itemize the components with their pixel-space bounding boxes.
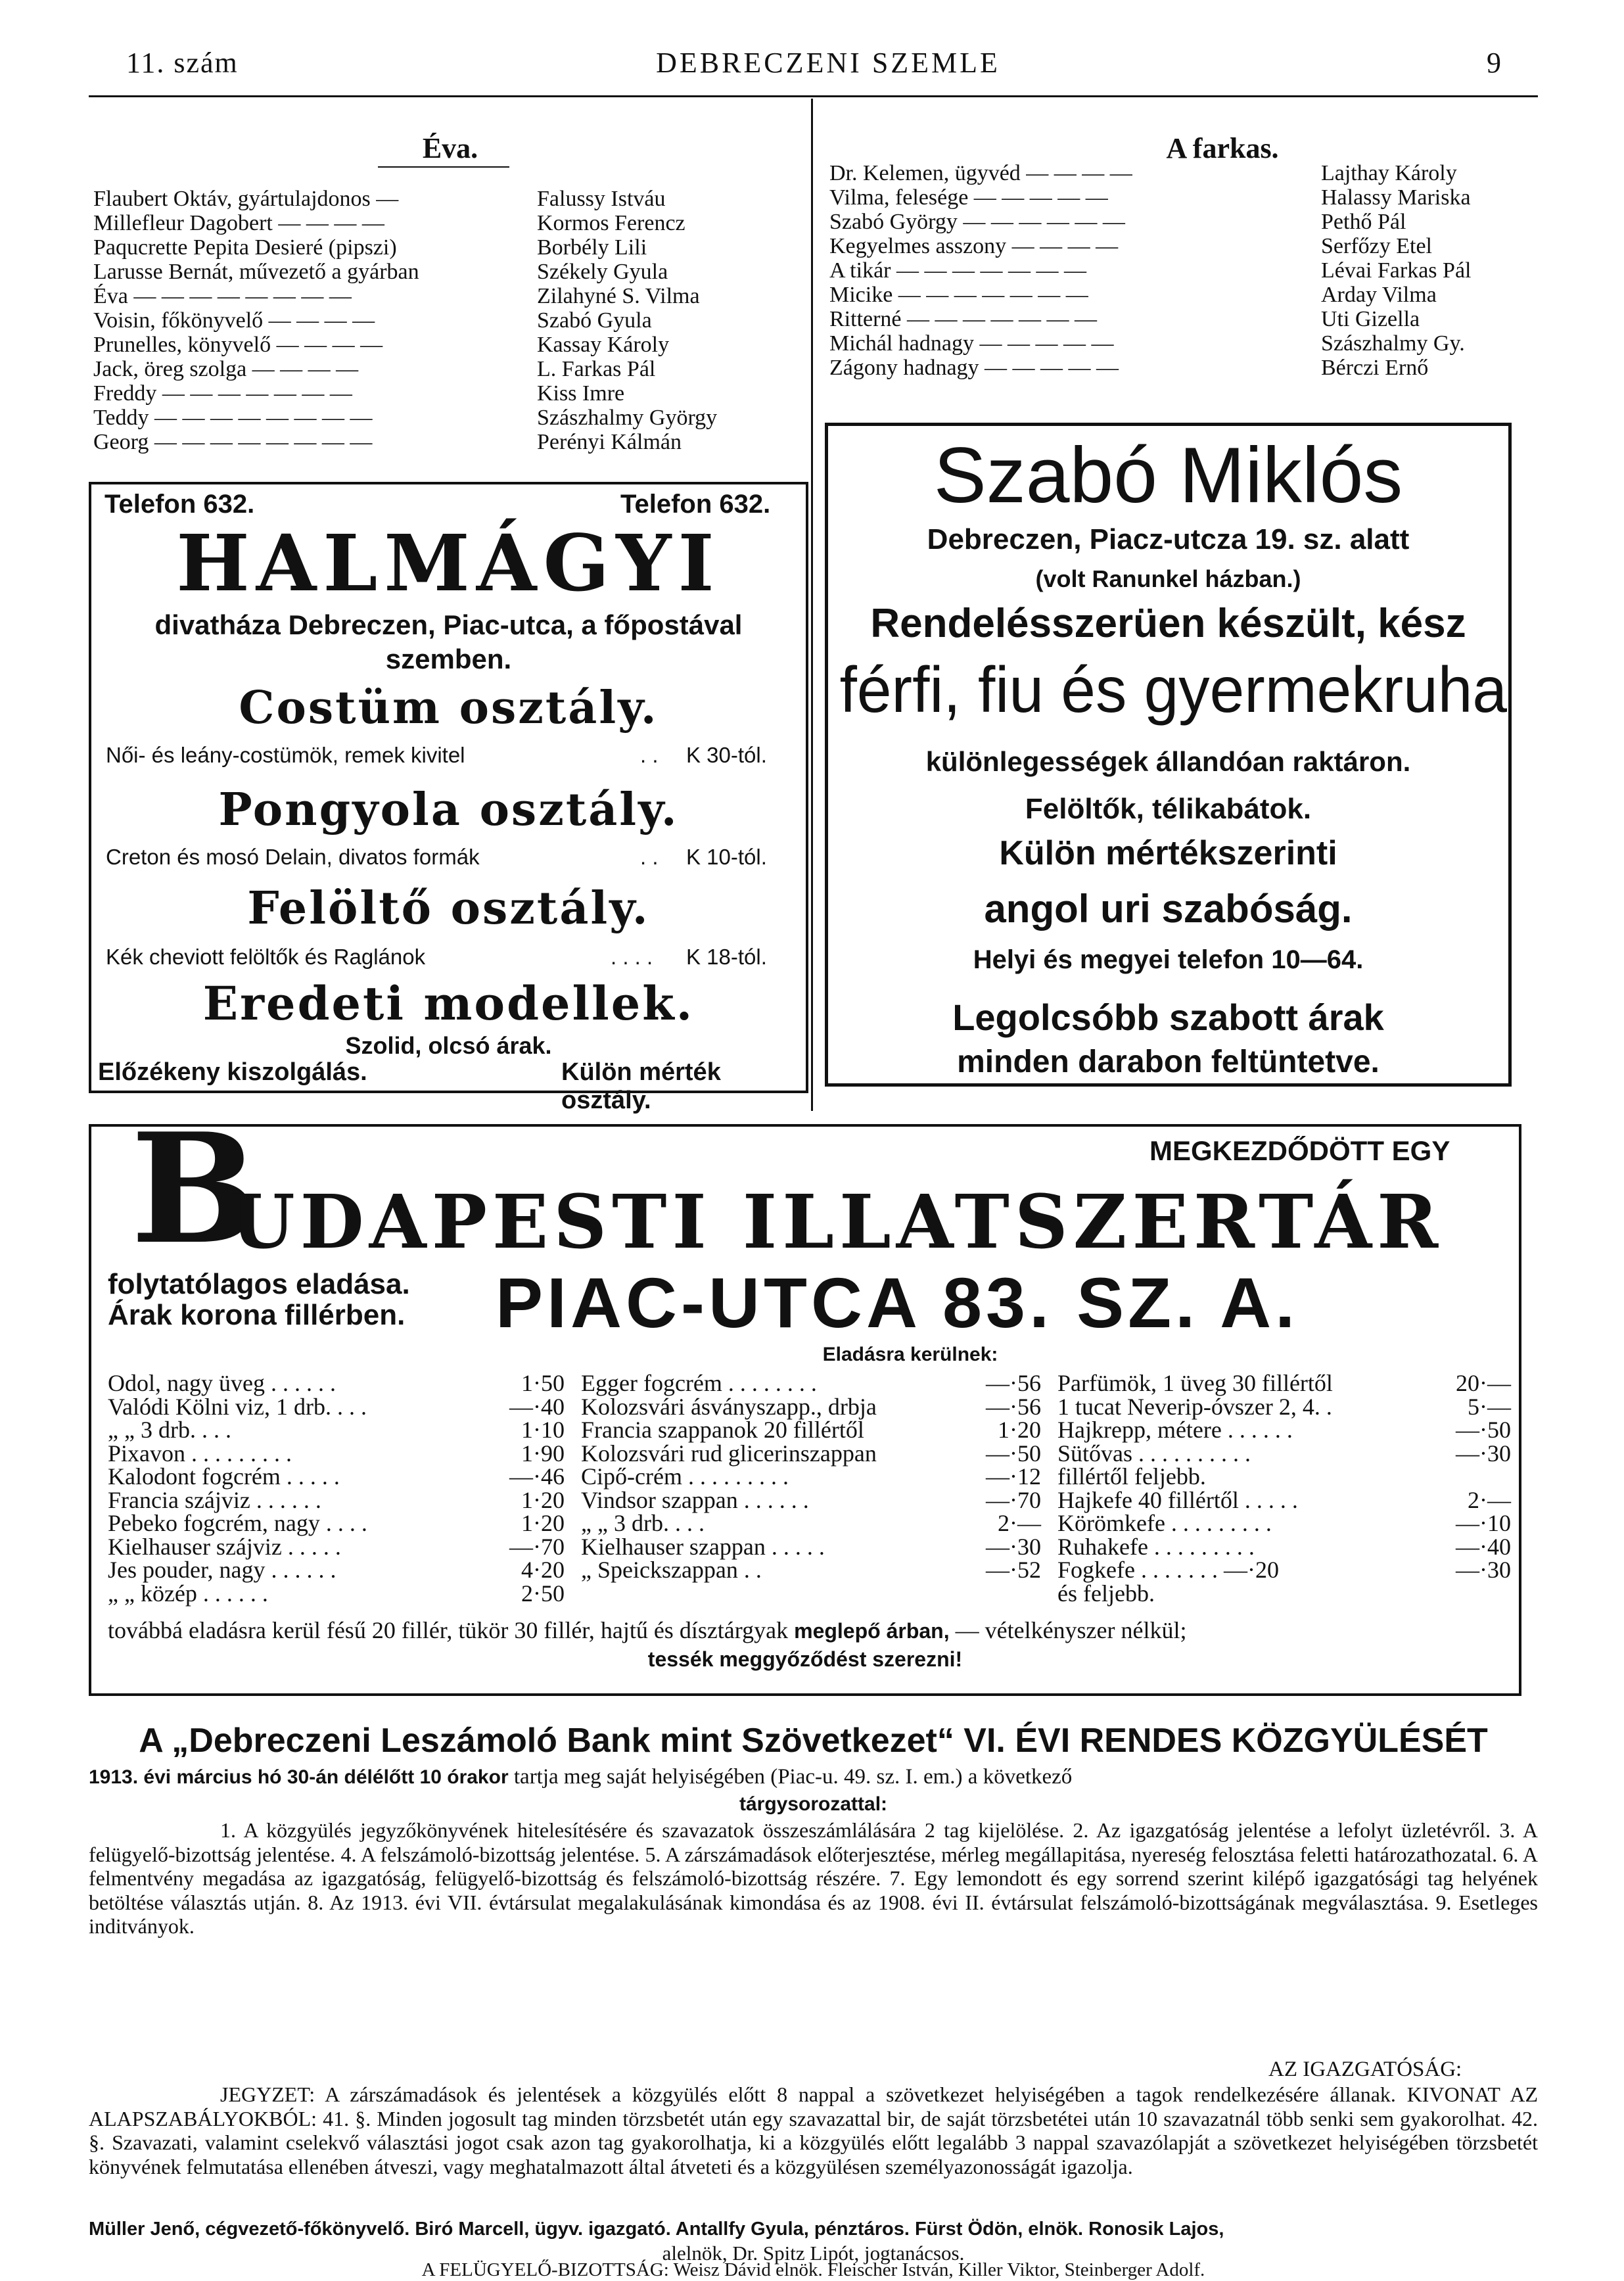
farkas-cast-row xyxy=(829,235,1533,258)
halmagyi-prices: Szolid, olcsó árak. xyxy=(345,1032,552,1059)
farkas-cast-row xyxy=(829,162,1533,185)
illat-item-price: —·56 xyxy=(986,1370,1041,1396)
eva-role: Flaubert Oktáv, gyártulajdonos — xyxy=(93,187,399,211)
eva-role: Paqucrette Pepita Desieré (pipszi) xyxy=(93,235,397,260)
bank-agenda: 1. A közgyülés jegyzőkönyvének hitelesítésére és szavazatok összeszámlálására 2 tag kijelölése. 2. Az igazgatóság jelentése a lefolyt üzletévről. 3. A felügyelő-bizottság jelentése. 4. A felszámoló-bizottság jelentése. 5. A zárszámadások előterjesztése, mérleg megállapitása, nyereség felosztása feletti határozathozatal. 6. A felmentvény megadása az igazgatóság, felügyelő-bizottság és felszámoló-bizottság részére. 7. Egy lemondott és egy sorrend szerint kilépő igazgatósági tag helyének betöltése választás utján. 8. Az 1913. évi VII. évtársulat megalakulásának kimondása és az 1908. évi II. évtársulat felszámoló-bizottságának megválasztása. 9. Esetleges inditványok. xyxy=(89,1818,1538,1938)
illat-item-name: Pebeko fogcrém, nagy . . . . xyxy=(108,1510,367,1536)
farkas-role: Michál hadnagy — — — — — xyxy=(829,331,1114,356)
farkas-actor: Serfőzy Etel xyxy=(1321,234,1432,258)
eva-role: Teddy — — — — — — — — xyxy=(93,406,373,430)
eva-actor: Szabó Gyula xyxy=(537,308,652,333)
illat-item-price: —·30 xyxy=(1456,1440,1511,1467)
bank-title: A „Debreczeni Leszámoló Bank mint Szövetkezet“ VI. ÉVI RENDES KÖZGYÜLÉSÉT xyxy=(139,1722,1488,1760)
farkas-actor: Lévai Farkas Pál xyxy=(1321,258,1472,283)
farkas-cast-row xyxy=(829,210,1533,234)
farkas-role: Ritterné — — — — — — — xyxy=(829,307,1098,331)
eva-actor: Kassay Károly xyxy=(537,333,670,357)
illat-item-name: Kolozsvári ásványszapp., drbja xyxy=(581,1393,877,1420)
eva-role: Freddy — — — — — — — xyxy=(93,381,352,406)
illat-item-name: Parfümök, 1 üveg 30 fillértől xyxy=(1057,1370,1333,1396)
illat-item-name: Kielhauser szappan . . . . . xyxy=(581,1533,825,1560)
bank-signature: AZ IGAZGATÓSÁG: xyxy=(1262,2058,1462,2082)
illat-item-price: —·56 xyxy=(986,1393,1041,1420)
illat-item-name: Cipő-crém . . . . . . . . . xyxy=(581,1463,789,1490)
eva-actor: Székely Gyula xyxy=(537,260,668,284)
illat-for-sale: Eladásra kerülnek: xyxy=(822,1344,998,1365)
eva-cast-row xyxy=(93,431,803,454)
farkas-cast-row xyxy=(829,332,1533,356)
illat-sale-2: Árak korona fillérben. xyxy=(108,1299,406,1331)
illat-item-price: —·30 xyxy=(1456,1557,1511,1583)
pongyola-heading: Pongyola osztály. xyxy=(218,784,679,836)
illat-item-price: —·50 xyxy=(986,1440,1041,1467)
bank-supervisory: A FELÜGYELŐ-BIZOTTSÁG: Weisz Dávid elnök. Fleischer István, Killer Viktor, Steinberger Adolf. xyxy=(421,2259,1205,2280)
illat-item-name: Sütővas . . . . . . . . . . xyxy=(1057,1440,1251,1467)
farkas-cast-row xyxy=(829,259,1533,283)
farkas-actor: Halassy Mariska xyxy=(1321,185,1471,210)
illat-item-price: 1·90 xyxy=(521,1440,565,1467)
farkas-role: Micike — — — — — — — xyxy=(829,283,1088,307)
szabo-line-7: Helyi és megyei telefon 10—64. xyxy=(973,945,1364,974)
illat-item-price: —·10 xyxy=(1456,1510,1511,1536)
farkas-cast-row xyxy=(829,308,1533,331)
farkas-role: Dr. Kelemen, ügyvéd — — — — xyxy=(829,161,1132,185)
illat-item-price: —·40 xyxy=(1456,1533,1511,1560)
illat-item-price: 1·10 xyxy=(521,1417,565,1443)
eva-cast-row xyxy=(93,212,803,235)
farkas-role: Vilma, felesége — — — — — xyxy=(829,185,1108,210)
eva-cast-row xyxy=(93,309,803,333)
illat-item-price: 2·50 xyxy=(521,1580,565,1607)
halmagyi-ad xyxy=(89,482,808,1114)
illat-item-name: Egger fogcrém . . . . . . . . xyxy=(581,1370,817,1396)
pongyola-price: K 10-tól. xyxy=(686,845,767,869)
costum-price: K 30-tól. xyxy=(686,743,767,767)
eva-cast-row xyxy=(93,187,803,211)
bank-agenda-title: tárgysorozattal: xyxy=(739,1793,888,1815)
illat-item-price: 1·20 xyxy=(998,1417,1041,1443)
szabo-line-2: férfi, fiu és gyermekruha xyxy=(839,653,1508,726)
szabo-address: Debreczen, Piacz-utcza 19. sz. alatt xyxy=(927,523,1410,555)
farkas-actor: Uti Gizella xyxy=(1321,307,1420,331)
eva-title-rule xyxy=(378,166,509,168)
szabo-line-6: angol uri szabóság. xyxy=(984,887,1353,931)
illat-item-name: Odol, nagy üveg . . . . . . xyxy=(108,1370,336,1396)
eva-cast-row xyxy=(93,382,803,406)
eva-cast-row xyxy=(93,260,803,284)
illat-big-b: B xyxy=(131,1100,259,1278)
illat-item-price: —·70 xyxy=(509,1533,565,1560)
farkas-actor: Szászhalmy Gy. xyxy=(1321,331,1465,356)
bank-date-line xyxy=(89,1765,1538,1789)
illat-item-name: Kolozsvári rud glicerinszappan xyxy=(581,1440,877,1467)
illat-item-name: Jes pouder, nagy . . . . . . xyxy=(108,1557,336,1583)
illat-item-price: 20·— xyxy=(1456,1370,1511,1396)
illat-item-name: Valódi Kölni viz, 1 drb. . . . xyxy=(108,1393,367,1420)
newspaper-title: DEBRECZENI SZEMLE xyxy=(656,47,1000,79)
costum-dots: . . xyxy=(640,743,659,767)
illat-item-price: —·12 xyxy=(986,1463,1041,1490)
farkas-title: A farkas. xyxy=(1166,132,1279,164)
illat-item-name: fillértől feljebb. xyxy=(1057,1463,1206,1490)
bank-note: JEGYZET: A zárszámadások és jelentések a közgyülés előtt 8 nappal a szövetkezet helyiségében a tagok rendelkezésére állanak. KIVONAT AZ ALAPSZABÁLYOKBÓL: 41. §. Minden jogosult tag minden törzsbetét után egy szavazattal bir, de saját törzsbetétei után 10 szavazatnál több senki sem gyakorolhat. 42. §. Szavazati, valamint cselekvő választási jogot csak azon tag gyakorolhatja, ki a közgyülés előtt legalább 3 nappal szavazólapját a szövetkezet helyiségében törzsbetét könyvének felmutatása ellenében átveszi, vagy meghatalmazott által átveteti és a közgyülésen személyazonosságát igazolja. xyxy=(89,2082,1538,2178)
feloltő-dots: . . . . xyxy=(611,945,653,969)
illat-item-name: „ Speickszappan . . xyxy=(581,1557,762,1583)
feloltő-price: K 18-tól. xyxy=(686,945,767,969)
illat-item-name: Vindsor szappan . . . . . . xyxy=(581,1486,809,1513)
feloltő-heading: Felöltő osztály. xyxy=(247,882,650,935)
models-heading: Eredeti modellek. xyxy=(202,976,695,1031)
illat-item-price: —·30 xyxy=(986,1533,1041,1560)
bank-date: 1913. évi március hó 30-án délélőtt 10 órakor xyxy=(89,1766,509,1788)
header-rule xyxy=(89,95,1538,97)
eva-role: Prunelles, könyvelő — — — — xyxy=(93,333,383,357)
illat-item-price: —·52 xyxy=(986,1557,1041,1583)
illat-footer-convince: tessék meggyőződést szerezni! xyxy=(647,1647,963,1671)
szabo-name: Szabó Miklós xyxy=(933,431,1403,519)
eva-role: Voisin, főkönyvelő — — — — xyxy=(93,308,375,333)
eva-cast-row xyxy=(93,236,803,260)
szabo-line-9: minden darabon feltüntetve. xyxy=(957,1045,1380,1079)
illat-item-name: Francia szájviz . . . . . . xyxy=(108,1486,321,1513)
illat-item-price: 2·— xyxy=(998,1510,1041,1536)
illat-item-name: Francia szappanok 20 fillértől xyxy=(581,1417,864,1443)
farkas-actor: Arday Vilma xyxy=(1321,283,1437,307)
szabo-line-8: Legolcsóbb szabott árak xyxy=(952,997,1384,1038)
eva-role: Jack, öreg szolga — — — — xyxy=(93,357,359,381)
illat-item-name: Kielhauser szájviz . . . . . xyxy=(108,1533,341,1560)
illat-item-price: 1·50 xyxy=(521,1370,565,1396)
eva-actor: Szászhalmy György xyxy=(537,406,718,430)
halmagyi-subtitle-2: szemben. xyxy=(385,644,512,674)
illat-address: PIAC-UTCA 83. SZ. A. xyxy=(496,1263,1299,1342)
eva-actor: Kiss Imre xyxy=(537,381,625,406)
illat-item-price: 2·— xyxy=(1468,1486,1511,1513)
eva-cast-row xyxy=(93,358,803,381)
halmagyi-measure: Külön mérték osztály. xyxy=(561,1058,721,1114)
eva-role: Millefleur Dagobert — — — — xyxy=(93,211,384,235)
page-number: 9 xyxy=(1487,47,1502,79)
illat-item-name: Hajkrepp, métere . . . . . . xyxy=(1057,1417,1293,1443)
pongyola-line: Creton és mosó Delain, divatos formák xyxy=(106,845,480,869)
illat-item-price: —·40 xyxy=(509,1393,565,1420)
illat-item-name: Körömkefe . . . . . . . . . xyxy=(1057,1510,1272,1536)
illat-footer-text: továbbá eladásra kerül fésű 20 fillér, tükör 30 fillér, hajtű és dísztárgyak xyxy=(108,1617,789,1643)
halmagyi-subtitle-1: divatháza Debreczen, Piac-utca, a főpostával xyxy=(154,609,743,640)
szabo-line-4: Felöltők, télikabátok. xyxy=(1025,793,1312,825)
illat-item-name: Ruhakefe . . . . . . . . . xyxy=(1057,1533,1255,1560)
farkas-cast-row xyxy=(829,186,1533,210)
illat-item-price: 1·20 xyxy=(521,1486,565,1513)
bank-officers-1: Müller Jenő, cégvezető-főkönyvelő. Biró Marcell, ügyv. igazgató. Antallfy Gyula, pénztáros. Fürst Ödön, elnök. Ronosik Lajos, xyxy=(89,2219,1224,2240)
halmagyi-phone-left: Telefon 632. xyxy=(104,490,255,519)
eva-title: Éva. xyxy=(422,132,478,164)
illat-footer-end: — vételkényszer nélkül; xyxy=(955,1617,1187,1643)
illat-item-name: Pixavon . . . . . . . . . xyxy=(108,1440,292,1467)
illat-started: MEGKEZDŐDÖTT EGY xyxy=(1149,1135,1450,1166)
szabo-ad xyxy=(825,423,1512,1087)
illat-name: UDAPESTI ILLATSZERTÁR xyxy=(231,1179,1444,1265)
farkas-actor: Lajthay Károly xyxy=(1321,161,1457,185)
szabo-line-5: Külön mértékszerinti xyxy=(999,834,1337,872)
szabo-line-1: Rendelésszerüen készült, kész xyxy=(870,601,1466,646)
illat-item-name: „ „ 3 drb. . . . xyxy=(108,1417,231,1443)
farkas-cast-row xyxy=(829,356,1533,380)
farkas-cast-row xyxy=(829,283,1533,307)
eva-role: Larusse Bernát, művezető a gyárban xyxy=(93,260,419,284)
illat-item-name: 1 tucat Neverip-óvszer 2, 4. . xyxy=(1057,1393,1332,1420)
farkas-role: A tikár — — — — — — — xyxy=(829,258,1086,283)
eva-actor: Kormos Ferencz xyxy=(537,211,685,235)
column-divider xyxy=(811,99,813,1111)
farkas-actor: Pethő Pál xyxy=(1321,210,1406,234)
farkas-role: Zágony hadnagy — — — — — xyxy=(829,356,1119,380)
issue-number: 11. szám xyxy=(126,47,239,79)
illat-footer-bold: meglepő árban, xyxy=(794,1619,950,1643)
illat-item-name: és feljebb. xyxy=(1057,1580,1155,1607)
costum-line: Női- és leány-costümök, remek kivitel xyxy=(106,743,465,767)
eva-actor: Zilahyné S. Vilma xyxy=(537,284,700,308)
illat-item-name: „ „ 3 drb. . . . xyxy=(581,1510,705,1536)
eva-actor: Borbély Lili xyxy=(537,235,647,260)
illat-item-name: Hajkefe 40 fillértől . . . . . xyxy=(1057,1486,1298,1513)
halmagyi-phone-right: Telefon 632. xyxy=(620,490,771,519)
bank-date-rest: tartja meg saját helyiségében (Piac-u. 49. sz. I. em.) a következő xyxy=(513,1765,1073,1789)
eva-role: Éva — — — — — — — — xyxy=(93,284,352,308)
illat-item-name: „ „ közép . . . . . . xyxy=(108,1580,268,1607)
illat-item-name: Fogkefe . . . . . . . —·20 xyxy=(1057,1557,1279,1583)
illat-item-price: —·46 xyxy=(509,1463,565,1490)
szabo-line-3: különlegességek állandóan raktáron. xyxy=(925,746,1411,777)
illat-item-price: 1·20 xyxy=(521,1510,565,1536)
eva-role: Georg — — — — — — — — xyxy=(93,430,373,454)
illat-item-price: —·50 xyxy=(1456,1417,1511,1443)
eva-cast-row xyxy=(93,285,803,308)
szabo-former-house: (volt Ranunkel házban.) xyxy=(1035,565,1301,592)
pongyola-dots: . . xyxy=(640,845,659,869)
feloltő-line: Kék cheviott felöltők és Raglánok xyxy=(106,945,426,969)
illat-item-name: Kalodont fogcrém . . . . . xyxy=(108,1463,340,1490)
bank-officers-2: alelnök, Dr. Spitz Lipót, jogtanácsos. xyxy=(662,2242,965,2265)
eva-actor: Perényi Kálmán xyxy=(537,430,682,454)
illat-item-price: —·70 xyxy=(986,1486,1041,1513)
illat-footer-line xyxy=(108,1616,1187,1644)
eva-cast-row xyxy=(93,406,803,430)
illat-item-price: 5·— xyxy=(1468,1393,1511,1420)
illat-item-price: 4·20 xyxy=(521,1557,565,1583)
eva-actor: L. Farkas Pál xyxy=(537,357,656,381)
illat-sale-1: folytatólagos eladása. xyxy=(108,1268,410,1300)
eva-actor: Falussy Istváu xyxy=(537,187,666,211)
illatszertar-ad xyxy=(89,1100,1521,1696)
eva-cast-row xyxy=(93,333,803,357)
costum-heading: Costüm osztály. xyxy=(239,682,659,734)
halmagyi-name: HALMÁGYI xyxy=(176,517,721,609)
farkas-role: Kegyelmes asszony — — — — xyxy=(829,234,1119,258)
farkas-actor: Bérczi Ernő xyxy=(1321,356,1429,380)
halmagyi-service: Előzékeny kiszolgálás. xyxy=(98,1058,367,1086)
farkas-role: Szabó György — — — — — — xyxy=(829,210,1125,234)
